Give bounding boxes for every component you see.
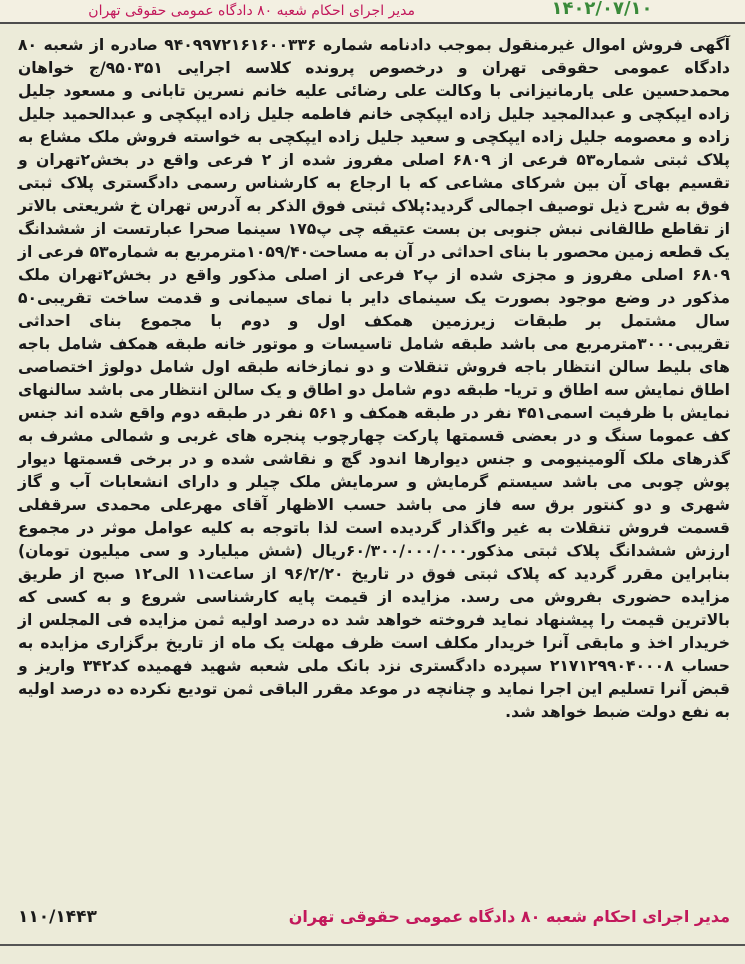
header-green-mark: ۱۴۰۲/۰۷/۱۰ (551, 0, 653, 19)
header-pink-text: مدیر اجرای احکام شعبه ۸۰ دادگاه عمومی حقوقی تهران (88, 3, 415, 19)
notice-number: ۱۱۰/۱۴۴۳ (18, 907, 97, 927)
top-strip (0, 0, 745, 24)
notice-footer (18, 904, 730, 930)
bottom-divider (0, 944, 745, 946)
notice-body-box (18, 34, 730, 939)
signature-line: مدیر اجرای احکام شعبه ۸۰ دادگاه عمومی حقوقی تهران (288, 907, 730, 926)
notice-body-text: آگهی فروش اموال غیرمنقول بموجب دادنامه شماره ۹۴۰۹۹۷۲۱۶۱۶۰۰۳۳۶ صادره از شعبه ۸۰ دادگاه عمومی حقوقی تهران و درخصوص پرونده کلاسه اجرایی ۹۵۰۳۵۱/ج خواهان محمدحسین علی یارمانیزانی با وکالت علی رضائی علیه خانم نسرین تابانی و مسعود جلیل زاده ایپکچی و عبدالمجید جلیل زاده ایپکچی خانم فاطمه جلیل زاده ایپکچی و عبدالحمید جلیل زاده و معصومه جلیل زاده ایپکچی و سعید جلیل زاده ایپکچی به خواسته فروش ملک مشاع به پلاک ثبتی شماره۵۳ فرعی از ۶۸۰۹ اصلی مفروز شده از ۲ فرعی واقع در بخش۲تهران و تقسیم بهای آن بین شرکای مشاعی که با ارجاع به کارشناس رسمی دادگستری پلاک ثبتی فوق به شرح ذیل توصیف اجمالی گردید:پلاک ثبتی فوق الذکر به آدرس تهران خ شریعتی بالاتر از تقاطع طالقانی نبش جنوبی بن بست عتیقه چی پ۱۷۵ سینما صحرا عبارتست از ششدانگ یک قطعه زمین محصور با بنای احداثی در آن به مساحت۱۰۵۹/۴۰مترمربع به شماره۵۳ فرعی از ۶۸۰۹ اصلی مفروز و مجزی شده از پ۲ فرعی از اصلی مذکور واقع در بخش۲تهران ملک مذکور در وضع موجود بصورت یک سینمای دایر با نمای سیمانی و قدمت ساخت تقریبی۵۰ سال مشتمل بر طبقات زیرزمین همکف اول و دوم با مجموع بنای احداثی تقریبی۳۰۰۰مترمربع می باشد طبقه شامل تاسیسات و موتور خانه طبقه همکف شامل باجه های بلیط سالن انتظار باجه فروش تنقلات و دو نمازخانه طبقه اول شامل دولوژ اختصاصی اطاق نمایش سه اطاق و تریا- طبقه دوم شامل دو اطاق و یک سالن انتظار می باشد سالنهای نمایش با ظرفیت اسمی۴۵۱ نفر در طبقه همکف و ۵۶۱ نفر در طبقه دوم واقع شده اند جنس کف عموما سنگ و در بعضی قسمتها پارکت چهارچوب پنجره های غربی و شمالی مشرف به گذرهای ملک آلومینیومی و جنس دیوارها اندود گچ و نقاشی شده و در برخی قسمتها دیوار پوش چوبی می باشد سیستم گرمایش و سرمایش ملک چیلر و دارای انشعابات آب و گاز شهری و دو کنتور برق سه فاز می باشد حسب الاظهار آقای مهرعلی محمدی سرقفلی قسمت فروش تنقلات به غیر واگذار گردیده است لذا باتوجه به کلیه عوامل موثر در مجموع ارزش ششدانگ پلاک ثبتی مذکور۶۰/۳۰۰/۰۰۰/۰۰۰ریال (شش میلیارد و سی میلیون تومان) بنابراین مقرر گردید که پلاک ثبتی فوق در تاریخ ۹۶/۲/۲۰ از ساعت۱۱ الی۱۲ صبح از طریق مزایده حضوری بفروش می رسد. مزایده از قیمت پایه کارشناسی شروع و به کسی که بالاترین قیمت را پیشنهاد نماید فروخته خواهد شد ده درصد اولیه ثمن مزایده فی المجلس از خریدار اخذ و مابقی آنرا خریدار مکلف است ظرف مهلت یک ماه از تاریخ برگزاری مزایده به حساب ۲۱۷۱۲۹۹۰۴۰۰۰۸ سپرده دادگستری نزد بانک ملی شعبه شهید فهمیده کد۳۴۲ واریز و قبض آنرا تسلیم این اجرا نماید و چنانچه در موعد مقرر الباقی ثمن تودیع نکرده ده درصد اولیه به نفع دولت ضبط خواهد شد. (18, 36, 731, 721)
